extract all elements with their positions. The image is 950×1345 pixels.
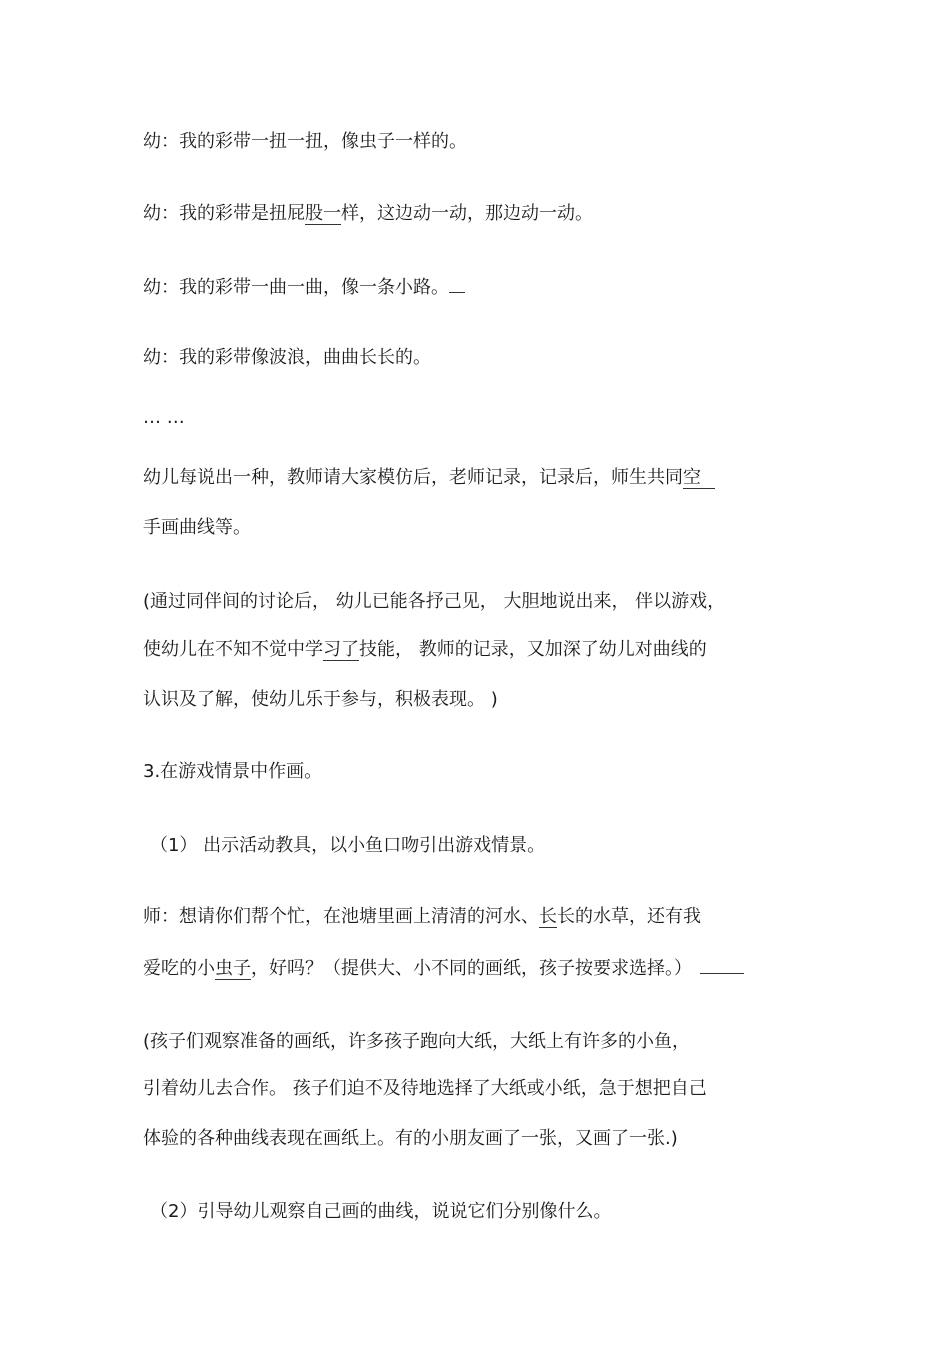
- underlined-text: 习了: [323, 639, 359, 660]
- paragraph-line-8: (通过同伴间的讨论后， 幼儿已能各抒己见， 大胆地说出来， 伴以游戏，: [143, 591, 726, 612]
- section-heading: 3.在游戏情景中作画。: [143, 761, 323, 782]
- paragraph-line-6: 幼儿每说出一种，教师请大家模仿后，老师记录，记录后，师生共同空: [143, 466, 715, 490]
- underlined-text: 空: [683, 468, 715, 489]
- step-2-line: （2）引导幼儿观察自己画的曲线，说说它们分别像什么。: [150, 1201, 612, 1222]
- dialogue-line-4: 幼：我的彩带像波浪，曲曲长长的。: [143, 347, 431, 368]
- observation-line-1: (孩子们观察准备的画纸，许多孩子跑向大纸，大纸上有许多的小鱼，: [143, 1031, 691, 1052]
- blank-underline: [449, 274, 465, 293]
- teacher-line-2: 爱吃的小虫子，好吗？（提供大、小不同的画纸，孩子按要求选择。）: [143, 955, 744, 981]
- underlined-text: 股一: [305, 203, 341, 224]
- blank-underline: [700, 955, 744, 974]
- underlined-text: 长: [539, 906, 557, 927]
- dialogue-line-2: 幼：我的彩带是扭屁股一样，这边动一动，那边动一动。: [143, 203, 593, 224]
- observation-line-2: 引着幼儿去合作。 孩子们迫不及待地选择了大纸或小纸，急于想把自己: [143, 1078, 707, 1099]
- underlined-text: 虫子: [215, 958, 251, 979]
- observation-line-3: 体验的各种曲线表现在画纸上。有的小朋友画了一张，又画了一张.): [143, 1128, 678, 1149]
- paragraph-line-10: 认识及了解，使幼儿乐于参与，积极表现。 ): [143, 689, 498, 710]
- dialogue-line-3: 幼：我的彩带一曲一曲，像一条小路。: [143, 274, 465, 300]
- step-1-line: （1） 出示活动教具，以小鱼口吻引出游戏情景。: [150, 835, 546, 856]
- dialogue-line-1: 幼：我的彩带一扭一扭，像虫子一样的。: [143, 131, 467, 152]
- paragraph-line-7: 手画曲线等。: [143, 517, 251, 538]
- paragraph-line-9: 使幼儿在不知不觉中学习了技能， 教师的记录，又加深了幼儿对曲线的: [143, 639, 707, 660]
- teacher-line-1: 师：想请你们帮个忙，在池塘里画上清清的河水、长长的水草，还有我: [143, 906, 701, 927]
- ellipsis-line: … …: [143, 407, 185, 428]
